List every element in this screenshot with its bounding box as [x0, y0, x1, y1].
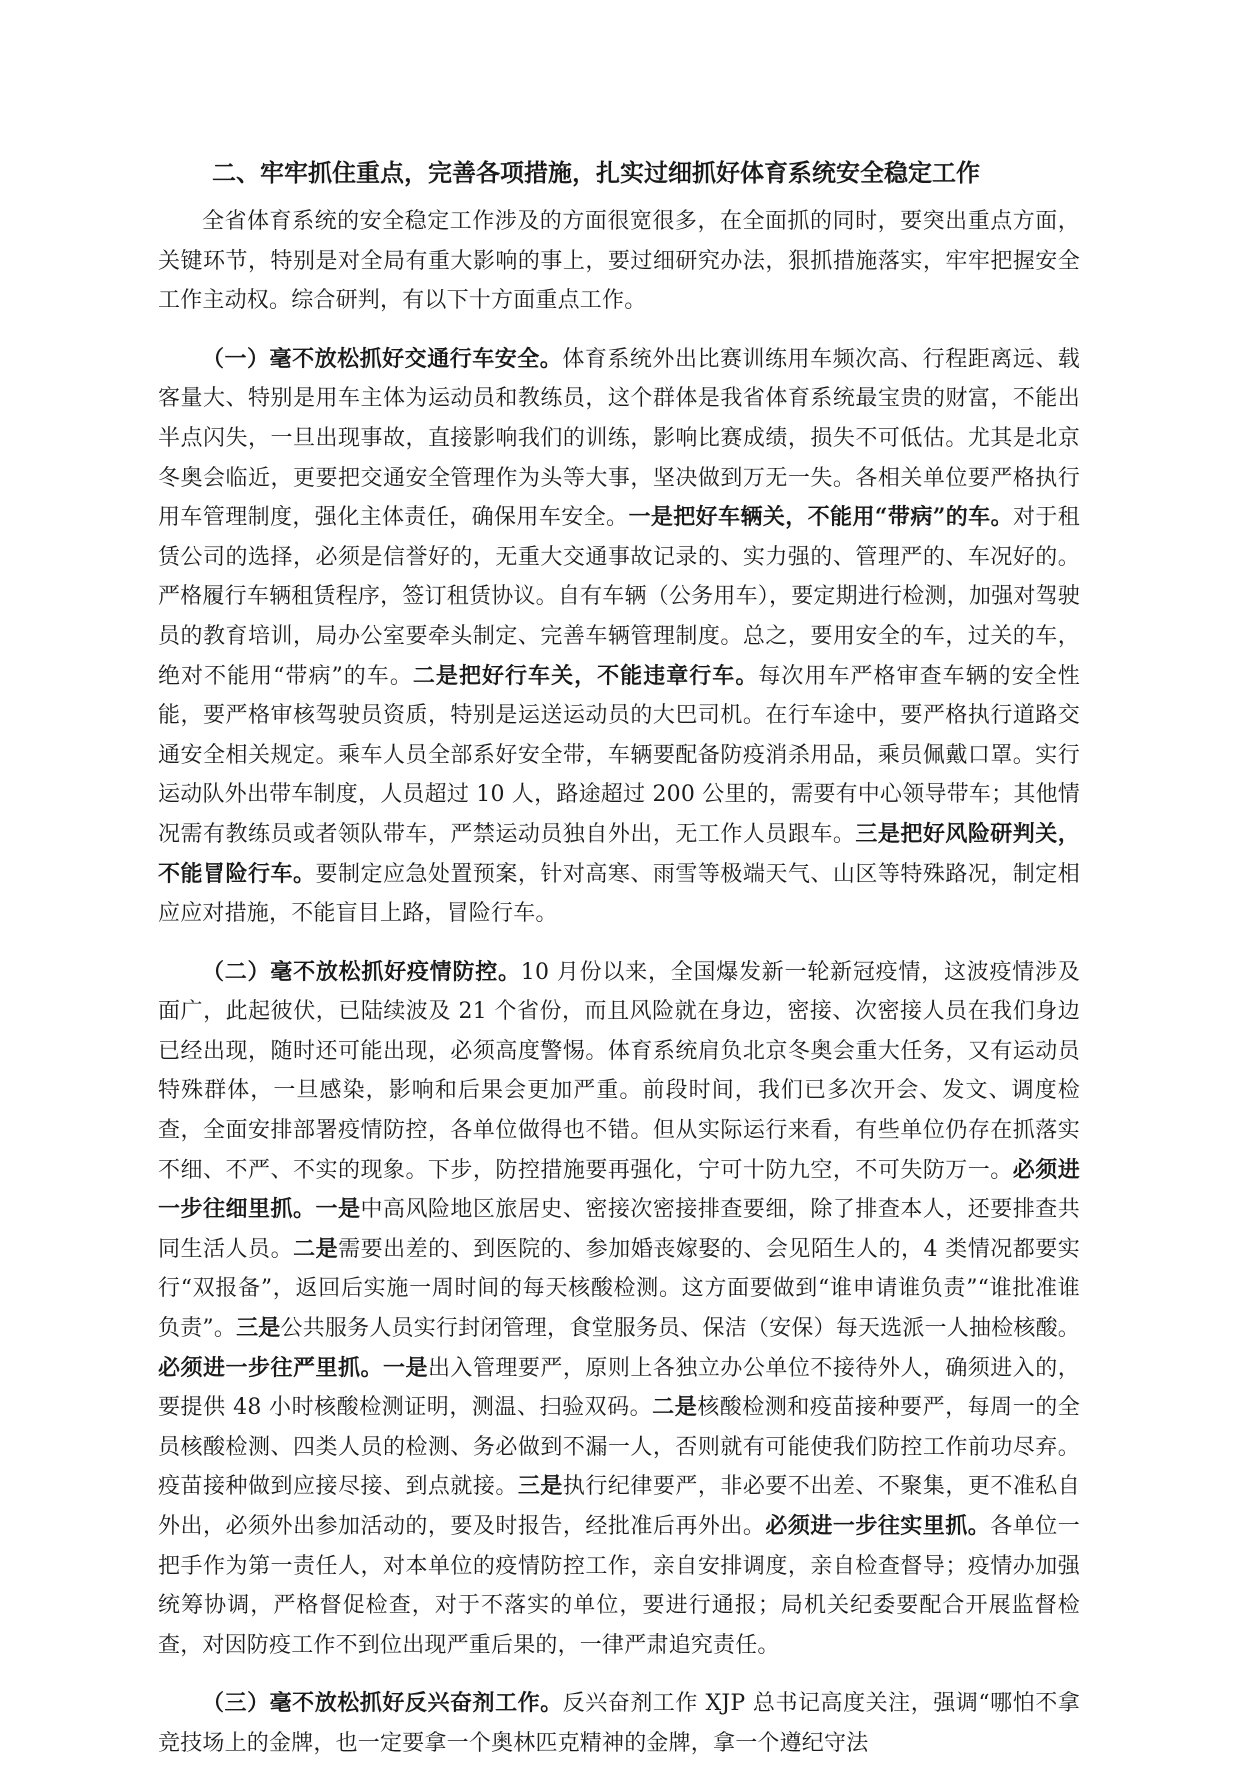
key-point: 二是把好行车关，不能违章行车。 — [412, 662, 759, 689]
paragraph-text: 出入管理要严，原则上各独立办公单位不接待外人，确须进入的，要提供 48 小时核酸检测证明，测温、扫验双码。 — [158, 1355, 1080, 1421]
paragraph-text: 反兴奋剂工作 XJP 总书记高度关注，强调“哪怕不拿竞技场上的金牌，也一定要拿一个奥林匹克精神的金牌，拿一个遵纪守法 — [158, 1691, 1080, 1756]
paragraph-text: 体育系统外出比赛训练用车频次高、行程距离远、载客量大、特别是用车主体为运动员和教练员，这个群体是我省体育系统最宝贵的财富，不能出半点闪失，一旦出现事故，直接影响我们的训练，影响比赛成绩，损失不可低估。尤其是北京冬奥会临近，更要把交通安全管理作为头等大事，坚决做到万无一失。各相关单位要严格执行用车管理制度，强化主体责任，确保用车安全。 — [158, 346, 1081, 531]
paragraph-text: 需要出差的、到医院的、参加婚丧嫁娶的、会见陌生人的，4 类情况都要实行“双报备”，返回后实施一周时间的每天核酸检测。这方面要做到“谁申请谁负责”“谁批准谁负责”。 — [158, 1236, 1080, 1342]
key-point: 必须进一步往细里抓。一是 — [158, 1156, 1080, 1223]
paragraph-lead: （二）毫不放松抓好疫情防控。 — [202, 958, 521, 985]
paragraph-text: 每次用车严格审查车辆的安全性能，要严格审核驾驶员资质，特别是运送运动员的大巴司机。在行车途中，要严格执行道路交通安全相关规定。乘车人员全部系好安全带，车辆要配备防疫消杀用品，乘员佩戴口罩。实行运动队外出带车制度，人员超过 10 人，路途超过 200 公里的，需要有中心领导带车；其他情况需有教练员或者领队带车，严禁运动员独自外出，无工作人员跟车。 — [158, 663, 1080, 847]
key-point: 三是 — [236, 1315, 281, 1342]
key-point: 必须进一步往实里抓。 — [765, 1513, 991, 1539]
key-point: 一是把好车辆关，不能用“带病”的车。 — [628, 504, 1013, 531]
paragraph-text: 执行纪律要严，非必要不出差、不聚集，更不准私自外出，必须外出参加活动的，要及时报告，经批准后再外出。 — [158, 1474, 1081, 1539]
document-page — [158, 150, 1080, 1783]
paragraph-anti-doping — [158, 1684, 1080, 1763]
paragraph-text: 要制定应急处置预案，针对高寒、雨雪等极端天气、山区等特殊路况，制定相应应对措施，不能盲目上路，冒险行车。 — [158, 861, 1080, 927]
key-point: 二是 — [652, 1394, 698, 1421]
key-point: 必须进一步往严里抓。一是 — [158, 1354, 428, 1381]
key-point: 二是 — [293, 1235, 339, 1262]
paragraph-lead: （三）毫不放松抓好反兴奋剂工作。 — [202, 1690, 563, 1717]
paragraph-text: 中高风险地区旅居史、密接次密接排查要细，除了排查本人，还要排查共同生活人员。 — [158, 1197, 1080, 1262]
key-point: 三是 — [517, 1473, 563, 1500]
paragraph-lead: （一）毫不放松抓好交通行车安全。 — [202, 345, 563, 372]
paragraph-text: 各单位一把手作为第一责任人，对本单位的疫情防控工作，亲自安排调度，亲自检查督导；疫情办加强统筹协调，严格督促检查，对于不落实的单位，要进行通报；局机关纪委要配合开展监督检查，对因防疫工作不到位出现严重后果的，一律严肃追究责任。 — [158, 1514, 1080, 1658]
paragraph-text: 核酸检测和疫苗接种要严，每周一的全员核酸检测、四类人员的检测、务必做到不漏一人，否则就有可能使我们防控工作前功尽弃。疫苗接种做到应接尽接、到点就接。 — [158, 1395, 1080, 1500]
paragraph-traffic-safety — [158, 340, 1080, 934]
paragraph-epidemic-control — [158, 953, 1080, 1666]
paragraph-intro — [158, 202, 1080, 321]
paragraph-text: 公共服务人员实行封闭管理，食堂服务员、保洁（安保）每天选派一人抽检核酸。 — [280, 1316, 1080, 1342]
paragraph-text: 10 月份以来，全国爆发新一轮新冠疫情，这波疫情涉及面广，此起彼伏，已陆续波及 21 个省份，而且风险就在身边，密接、次密接人员在我们身边已经出现，随时还可能出现，必须高度警惕。体育系统肩负北京冬奥会重大任务，又有运动员特殊群体，一旦感染，影响和后果会更加严重。前段时间，我们已多次开会、发文、调度检查，全面安排部署疫情防控，各单位做得也不错。但从实际运行来看，有些单位仍存在抓落实不细、不严、不实的现象。下步，防控措施要再强化，宁可十防九空，不可失防万一。 — [158, 959, 1080, 1183]
paragraph-text: 对于租赁公司的选择，必须是信誉好的，无重大交通事故记录的、实力强的、管理严的、车况好的。严格履行车辆租赁程序，签订租赁协议。自有车辆（公务用车），要定期进行检测，加强对驾驶员的教育培训，局办公室要牵头制定、完善车辆管理制度。总之，要用安全的车，过关的车，绝对不能用“带病”的车。 — [158, 505, 1080, 689]
intro-text: 全省体育系统的安全稳定工作涉及的方面很宽很多，在全面抓的同时，要突出重点方面，关键环节，特别是对全局有重大影响的事上，要过细研究办法，狠抓措施落实，牢牢把握安全工作主动权。综合研判，有以下十方面重点工作。 — [158, 209, 1080, 314]
key-point: 三是把好风险研判关，不能冒险行车。 — [158, 820, 1080, 887]
section-heading: 二、牢牢抓住重点，完善各项措施，扎实过细抓好体育系统安全稳定工作 — [212, 158, 980, 187]
